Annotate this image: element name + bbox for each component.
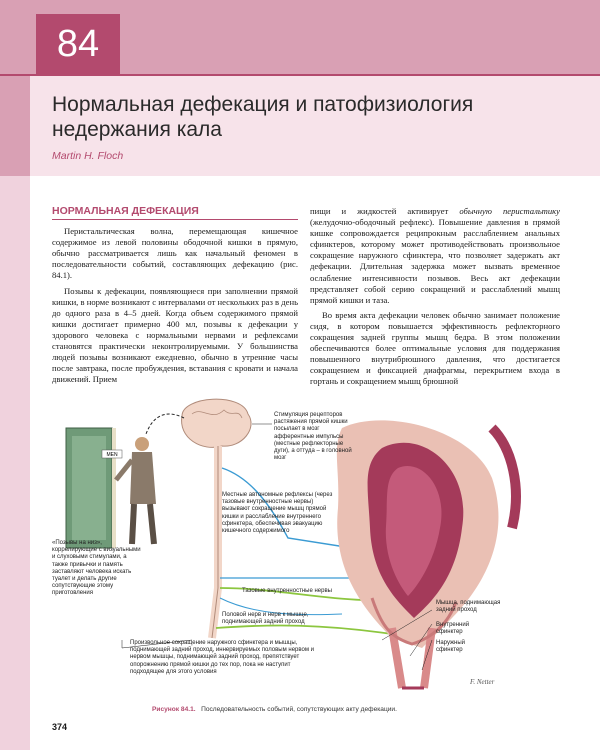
label-pelvic-nerves: Тазовые внутренностные нервы <box>242 588 332 594</box>
right-column <box>310 206 560 392</box>
paragraph: Во время акта дефекации человек обычно занимает положение сидя, в котором повышается эффективность рефлекторного сокращения задней группы мышц бедра. В этом положении обеспечиваются более оптимальные условия для поддержания повышенного внутрибрюшного давления, что достигается сокращением и фиксацией диафрагмы, перекрытием входа в гортань и сокращением мышц брюшной <box>310 309 560 387</box>
paragraph <box>310 206 560 306</box>
author: Martin H. Floch <box>52 150 124 162</box>
left-margin-strip-top <box>0 76 30 176</box>
label-external-sphincter: Наружный сфинктер <box>436 640 465 654</box>
door-frame <box>112 428 116 548</box>
emphasis: обычную перистальтику <box>459 206 560 216</box>
brain-to-person-arrow <box>146 414 184 434</box>
paragraph: Перистальтическая волна, перемещающая кишечное содержимое из левой половины ободочной кишки в прямую, обычно рассматривается лишь как начальный феномен в последовательности событий, составляющих дефекацию (рис. 84.1). <box>52 226 298 281</box>
pudendal-nerve <box>216 626 392 634</box>
label-internal-sphincter: Внутренний сфинктер <box>436 622 470 636</box>
label-urges: «Позывы на низ», коррелирующие с визуальными и слуховыми стимулами, а также привычки и память заставляют человека искать туалет и делать другие сопутствующие этому приготовления <box>52 540 141 597</box>
text-run: пищи и жидкостей активирует <box>310 206 460 216</box>
label-autonomic: Местные автономные рефлексы (через тазовые внутренностные нервы) вызывают сокращение мышц прямой кишки и расслабление внутреннего сфинктера, обеспечивая эвакуацию кишечного содержимого <box>222 492 333 535</box>
label-levator: Мышца, поднимающая задний проход <box>436 600 501 614</box>
artist-signature: F. Netter <box>470 678 495 686</box>
section-heading: НОРМАЛЬНАЯ ДЕФЕКАЦИЯ <box>52 206 298 220</box>
paragraph: Позывы к дефекации, появляющиеся при заполнении прямой кишки, в норме возникают с интервалами от нескольких раз в день до одного раза в 4–5 дней. Когда объем содержимого прямой кишки достигает примерно 400 мл, позывы к дефекации у здорового человека с нормальными нервами и рефлексами становятся практически неконтролируемыми. У большинства людей позывы возникают ежедневно, обычно в утренние часы после завтрака, после пробуждения, вставания с кровати и начала движений. Прием <box>52 285 298 385</box>
person-legs <box>132 504 154 544</box>
brain-illustration <box>182 399 252 447</box>
left-column <box>52 206 298 389</box>
figure-84-1 <box>52 388 552 702</box>
page-number: 374 <box>52 722 68 732</box>
label-stimulation: Стимуляция рецепторов растяжения прямой кишки посылает в мозг афферентные импульсы (местные рефлекторные дуги), а оттуда – в головной мозг <box>274 412 352 462</box>
person-body <box>130 452 156 504</box>
chapter-number: 84 <box>36 14 120 74</box>
caption-number: Рисунок 84.1. <box>152 706 196 713</box>
figure-caption <box>152 706 397 713</box>
door-sign-text: MEN <box>106 452 118 458</box>
person-head <box>135 437 149 451</box>
person-arm <box>116 460 132 480</box>
chapter-title: Нормальная дефекация и патофизиология недержания кала <box>52 93 474 141</box>
label-pudendal: Половой нерв и нерв к мышце, поднимающей задний проход <box>222 612 309 626</box>
left-margin-strip <box>0 76 30 750</box>
text-run: (желудочно-ободочный рефлекс). Повышение давления в прямой кишке сопровождается реципрокным расслаблением анальных сфинктеров, которому может противодействовать произвольное сокращение наружного сфинктера, что позволяет задержать акт дефекации. Длительная задержка может вызвать временное ослабление интенсивности позывов. Весь акт дефекации представляет собой серию сокращений и расслаблений мышц прямой кишки и таза. <box>310 217 560 305</box>
door-panel <box>72 436 106 540</box>
label-voluntary: Произвольное сокращение наружного сфинктера и мышцы, поднимающей задний проход, иннервируемых половым нервом и нервом мышцы, поднимающей задний проход, препятствует опорожнению прямой кишки до тех пор, пока не наступит подходящее для этого условия <box>130 640 314 675</box>
caption-text: Последовательность событий, сопутствующих акту дефекации. <box>201 706 397 713</box>
